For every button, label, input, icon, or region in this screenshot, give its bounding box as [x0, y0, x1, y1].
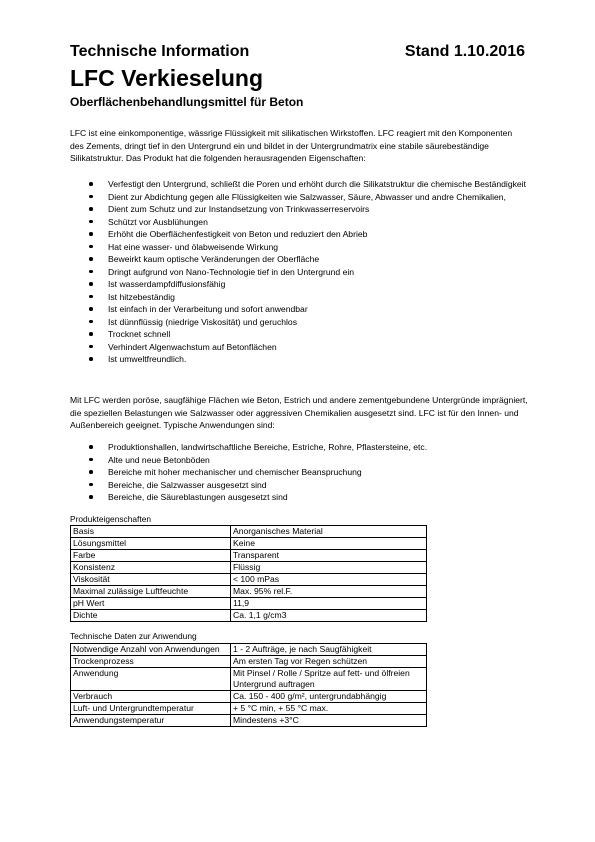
application-item: Bereiche, die Salzwasser ausgesetzt sind: [70, 479, 528, 492]
property-name: Lösungsmittel: [71, 538, 231, 550]
property-value: Ca. 1,1 g/cm3: [231, 610, 427, 622]
usage-paragraph: Mit LFC werden poröse, saugfähige Flächen wie Beton, Estrich und andere zementgebundene Untergründe imprägniert, die speziellen Belastungen wie Salzwasser oder aggressiven Chemikalien ausgesetzt sind. LFC ist für den Innen- und Außenbereich geeignet. Typische Anwendungen sind:: [70, 395, 528, 430]
feature-item: Erhöht die Oberflächenfestigkeit von Beton und reduziert den Abrieb: [70, 228, 528, 241]
application-item: Bereiche mit hoher mechanischer und chemischer Beanspruchung: [70, 466, 528, 479]
property-value: Anorganisches Material: [231, 526, 427, 538]
property-name: Verbrauch: [71, 691, 231, 703]
table-row: [71, 715, 427, 727]
property-name: Anwendung: [71, 668, 231, 691]
product-properties-table: [70, 525, 427, 622]
application-item: Alte und neue Betonböden: [70, 454, 528, 467]
property-name: Dichte: [71, 610, 231, 622]
property-value: < 100 mPas: [231, 574, 427, 586]
feature-item: Dient zum Schutz und zur Instandsetzung von Trinkwasserreservoirs: [70, 203, 528, 216]
property-name: Viskosität: [71, 574, 231, 586]
table-row: [71, 610, 427, 622]
application-item: Produktionshallen, landwirtschaftliche Bereiche, Estriche, Rohre, Pflastersteine, etc.: [70, 441, 528, 454]
feature-item: Ist einfach in der Verarbeitung und sofort anwendbar: [70, 303, 528, 316]
feature-item: Ist umweltfreundlich.: [70, 353, 528, 366]
property-name: Anwendungstemperatur: [71, 715, 231, 727]
technical-data-caption: Technische Daten zur Anwendung: [70, 631, 197, 641]
property-name: Konsistenz: [71, 562, 231, 574]
property-value: + 5 °C min, + 55 °C max.: [231, 703, 427, 715]
feature-item: Verhindert Algenwachstum auf Betonflächen: [70, 341, 528, 354]
document-date: Stand 1.10.2016: [404, 43, 525, 60]
document-type: Technische Information: [70, 43, 250, 60]
property-value: Flüssig: [231, 562, 427, 574]
product-properties-caption: Produkteigenschaften: [70, 514, 152, 524]
table-row: [71, 668, 427, 691]
table-row: [71, 598, 427, 610]
feature-item: Dient zur Abdichtung gegen alle Flüssigkeiten wie Salzwasser, Säure, Abwasser und andre Chemikalien,: [70, 191, 528, 204]
intro-paragraph: LFC ist eine einkomponentige, wässrige Flüssigkeit mit silikatischen Wirkstoffen. LFC reagiert mit den Komponenten des Zements, dringt tief in den Untergrund ein und bildet in der Untergrundmatrix eine stabile säurebeständige Silikatstruktur. Das Produkt hat die folgenden herausragenden Eigenschaften:: [70, 128, 513, 163]
feature-item: Trocknet schnell: [70, 328, 528, 341]
feature-item: Beweirkt kaum optische Veränderungen der Oberfläche: [70, 253, 528, 266]
header-row: [70, 43, 525, 63]
table-row: [71, 526, 427, 538]
table-row: [71, 586, 427, 598]
property-value: Transparent: [231, 550, 427, 562]
property-name: Basis: [71, 526, 231, 538]
property-name: Trockenprozess: [71, 656, 231, 668]
property-name: Notwendige Anzahl von Anwendungen: [71, 644, 231, 656]
feature-item: Ist wasserdampfdiffusionsfähig: [70, 278, 528, 291]
table-row: [71, 656, 427, 668]
feature-list: [70, 178, 528, 366]
property-value: 1 - 2 Aufträge, je nach Saugfähigkeit: [231, 644, 427, 656]
table-row: [71, 574, 427, 586]
property-value: Ca. 150 - 400 g/m², untergrundabhängig: [231, 691, 427, 703]
property-value: Am ersten Tag vor Regen schützen: [231, 656, 427, 668]
property-value: Keine: [231, 538, 427, 550]
application-item: Bereiche, die Säureblastungen ausgesetzt sind: [70, 491, 528, 504]
property-value: Max. 95% rel.F.: [231, 586, 427, 598]
property-name: Maximal zulässige Luftfeuchte: [71, 586, 231, 598]
feature-item: Ist dünnflüssig (niedrige Viskosität) und geruchlos: [70, 316, 528, 329]
property-value: Mit Pinsel / Rolle / Spritze auf fett- und ölfreien Untergrund auftragen: [231, 668, 427, 691]
property-value: 11,9: [231, 598, 427, 610]
page-subtitle: Oberflächenbehandlungsmittel für Beton: [70, 95, 304, 109]
property-name: Farbe: [71, 550, 231, 562]
table-row: [71, 703, 427, 715]
feature-item: Ist hitzebeständig: [70, 291, 528, 304]
application-list: [70, 441, 528, 504]
feature-item: Hat eine wasser- und ölabweisende Wirkung: [70, 241, 528, 254]
property-name: pH Wert: [71, 598, 231, 610]
table-row: [71, 538, 427, 550]
page-title: LFC Verkieselung: [70, 65, 264, 91]
table-row: [71, 644, 427, 656]
table-row: [71, 550, 427, 562]
feature-item: Dringt aufgrund von Nano-Technologie tief in den Untergrund ein: [70, 266, 528, 279]
property-value: Mindestens +3°C: [231, 715, 427, 727]
table-row: [71, 562, 427, 574]
table-row: [71, 691, 427, 703]
feature-item: Schützt vor Ausblühungen: [70, 216, 528, 229]
technical-data-table: [70, 643, 427, 727]
feature-item: Verfestigt den Untergrund, schließt die Poren und erhöht durch die Silikatstruktur die chemische Beständigkeit: [70, 178, 528, 191]
property-name: Luft- und Untergrundtemperatur: [71, 703, 231, 715]
